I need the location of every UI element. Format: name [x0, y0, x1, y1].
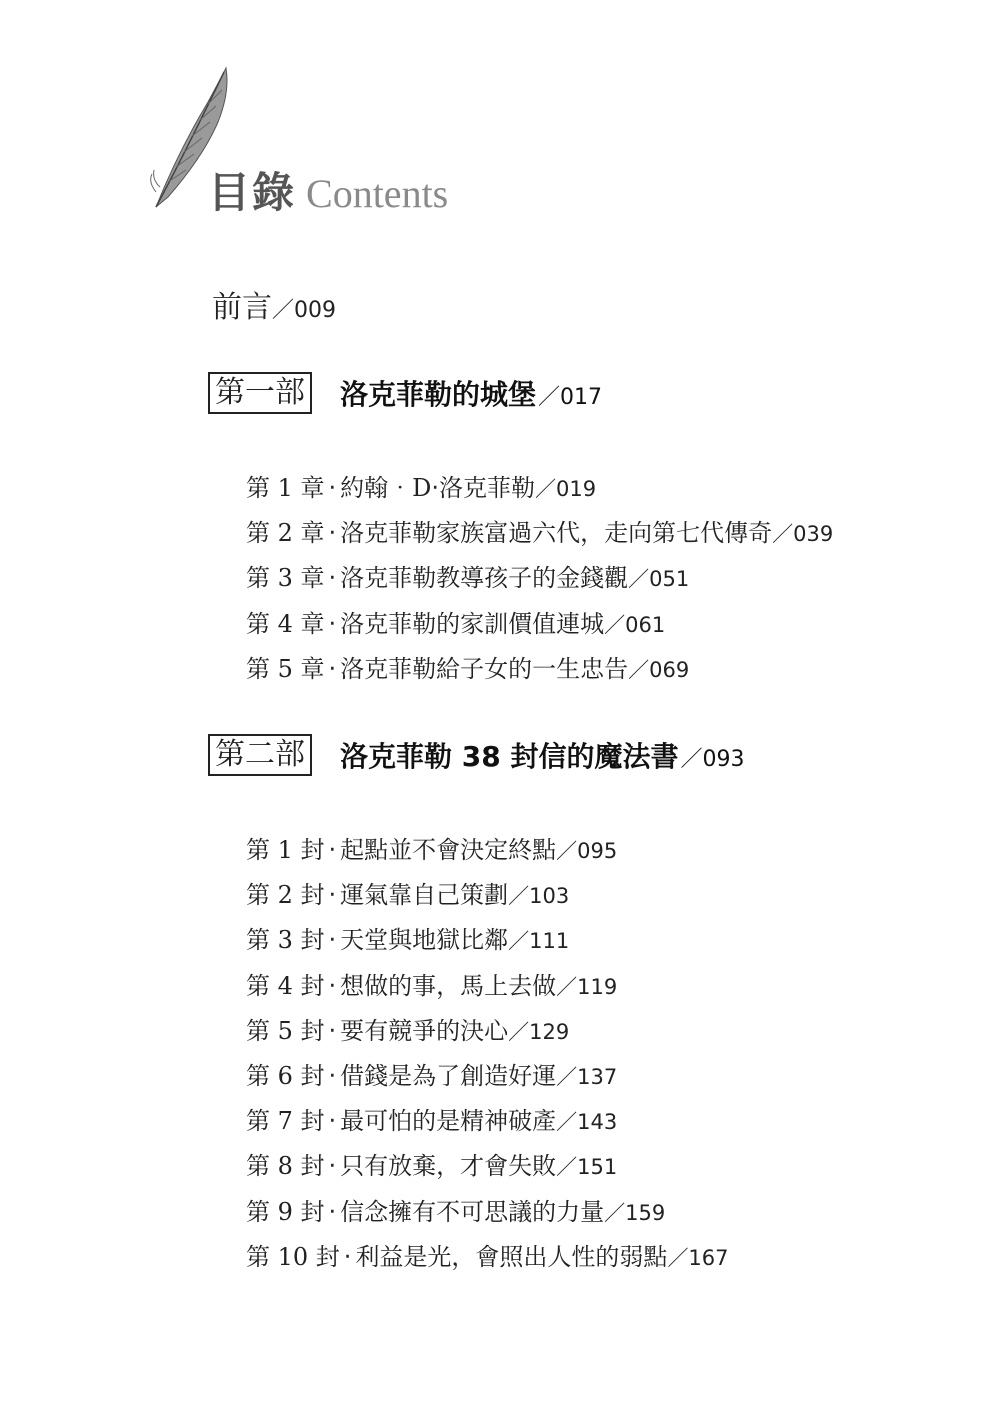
part-title: 洛克菲勒 38 封信的魔法書／093 [340, 740, 745, 773]
part-page: ／093 [680, 747, 745, 772]
letter-list [246, 828, 729, 1280]
toc-item[interactable]: 第 8 封 ‧ 只有放棄，才會失敗／151 [246, 1152, 618, 1181]
toc-item[interactable]: 第 5 封 ‧ 要有競爭的決心／129 [246, 1016, 570, 1045]
toc-item[interactable]: 第 5 章 ‧ 洛克菲勒給子女的一生忠告／069 [246, 654, 690, 683]
toc-item[interactable]: 第 3 章 ‧ 洛克菲勒教導孩子的金錢觀／051 [246, 564, 690, 593]
toc-item[interactable]: 第 4 封 ‧ 想做的事，馬上去做／119 [246, 971, 618, 1000]
page-title [208, 160, 448, 220]
toc-item[interactable]: 第 6 封 ‧ 借錢是為了創造好運／137 [246, 1061, 618, 1090]
toc-part-2[interactable] [208, 734, 744, 776]
toc-item[interactable]: 第 3 封 ‧ 天堂與地獄比鄰／111 [246, 926, 570, 955]
toc-preface[interactable] [212, 282, 336, 326]
title-en: Contents [306, 171, 449, 216]
part-title: 洛克菲勒的城堡／017 [340, 378, 603, 411]
preface-label: 前言 [212, 290, 272, 325]
toc-item[interactable]: 第 2 封 ‧ 運氣靠自己策劃／103 [246, 881, 570, 910]
toc-item[interactable]: 第 1 封 ‧ 起點並不會決定終點／095 [246, 836, 618, 864]
toc-item[interactable]: 第 2 章 ‧ 洛克菲勒家族富過六代，走向第七代傳奇／039 [246, 519, 834, 548]
toc-item[interactable]: 第 7 封 ‧ 最可怕的是精神破產／143 [246, 1107, 618, 1136]
toc-item[interactable]: 第 10 封 ‧ 利益是光，會照出人性的弱點／167 [246, 1242, 729, 1271]
preface-page: ／009 [272, 298, 336, 323]
part-label: 第一部 [208, 372, 312, 414]
toc-item[interactable]: 第 1 章 ‧ 約翰‧D‧洛克菲勒／019 [246, 474, 597, 502]
toc-item[interactable]: 第 4 章 ‧ 洛克菲勒的家訓價值連城／061 [246, 609, 666, 638]
part-label: 第二部 [208, 734, 312, 776]
toc-item[interactable]: 第 9 封 ‧ 信念擁有不可思議的力量／159 [246, 1197, 666, 1226]
title-zh: 目錄 [208, 168, 297, 217]
toc-part-1[interactable] [208, 372, 602, 414]
chapter-list [246, 466, 833, 692]
part-page: ／017 [538, 385, 603, 410]
